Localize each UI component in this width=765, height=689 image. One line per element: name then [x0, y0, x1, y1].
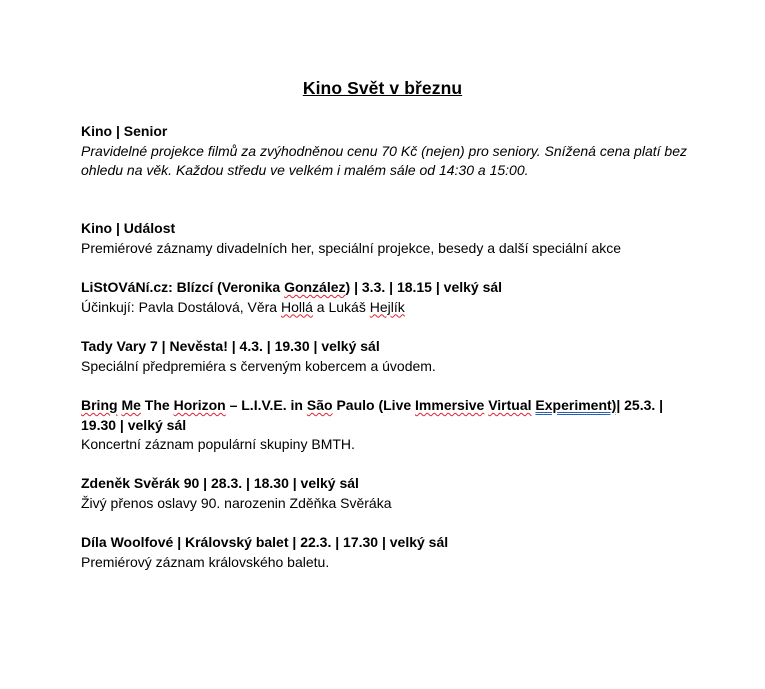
- event-heading: Díla Woolfové | Královský balet | 22.3. | 17.30 | velký sál: [81, 534, 449, 550]
- event-tady-vary: [81, 337, 701, 376]
- section-heading: Kino | Událost: [81, 220, 176, 236]
- spellcheck-word: Me: [121, 397, 141, 413]
- event-heading: [81, 278, 701, 298]
- page-title: Kino Svět v březnu: [302, 78, 463, 98]
- heading-text: – L.I.V.E. in: [225, 397, 307, 413]
- description-text: a Lukáš: [312, 298, 370, 315]
- section-heading: Kino | Senior: [81, 123, 168, 139]
- heading-text: 25.3. | 19.30 | velký sál: [81, 397, 664, 433]
- event-sverak: [81, 474, 701, 513]
- section-description: Pravidelné projekce filmů za zvýhodněnou cenu 70 Kč (nejen) pro seniory. Snížená cena platí bez ohledu na věk. Každou středu ve velkém i malém sále od 14:30 a 15:00.: [81, 142, 687, 178]
- event-woolf: [81, 533, 701, 572]
- event-listovani: [81, 278, 701, 317]
- section-senior: [81, 122, 701, 181]
- event-heading: Zdeněk Svěrák 90 | 28.3. | 18.30 | velký sál: [81, 475, 359, 491]
- grammar-flag-word: Experiment)|: [535, 397, 621, 413]
- section-description: Premiérové záznamy divadelních her, speciální projekce, besedy a další speciální akce: [81, 239, 622, 256]
- spellcheck-word: Hollá: [280, 298, 313, 315]
- spellcheck-word: Horizon: [173, 397, 226, 413]
- heading-text: ) | 3.3. | 18.15 | velký sál: [345, 279, 503, 295]
- event-description: Speciální předpremiéra s červeným kobercem a úvodem.: [81, 357, 436, 374]
- heading-text: Paulo (Live: [332, 397, 416, 413]
- heading-text: LiStOVáNí.cz: Blízcí (Veronika: [81, 279, 285, 295]
- event-description: Premiérový záznam královského baletu.: [81, 553, 330, 570]
- event-heading: [81, 396, 681, 435]
- spellcheck-word: Virtual: [488, 397, 532, 413]
- description-text: Účinkují: Pavla Dostálová, Věra: [81, 298, 281, 315]
- spellcheck-word: São: [306, 397, 333, 413]
- event-description: Koncertní záznam populární skupiny BMTH.: [81, 436, 355, 452]
- spellcheck-word: González: [284, 279, 346, 295]
- event-heading: Tady Vary 7 | Nevěsta! | 4.3. | 19.30 | velký sál: [81, 338, 380, 354]
- event-description: [81, 298, 701, 318]
- section-udalost: [81, 219, 701, 258]
- spellcheck-word: Immersive: [415, 397, 485, 413]
- heading-text: The: [140, 397, 174, 413]
- event-description: Živý přenos oslavy 90. narozenin Zděňka Svěráka: [81, 494, 392, 511]
- event-bmth: [81, 396, 681, 455]
- spellcheck-word: Bring: [81, 397, 118, 413]
- spellcheck-word: Hejlík: [369, 298, 405, 315]
